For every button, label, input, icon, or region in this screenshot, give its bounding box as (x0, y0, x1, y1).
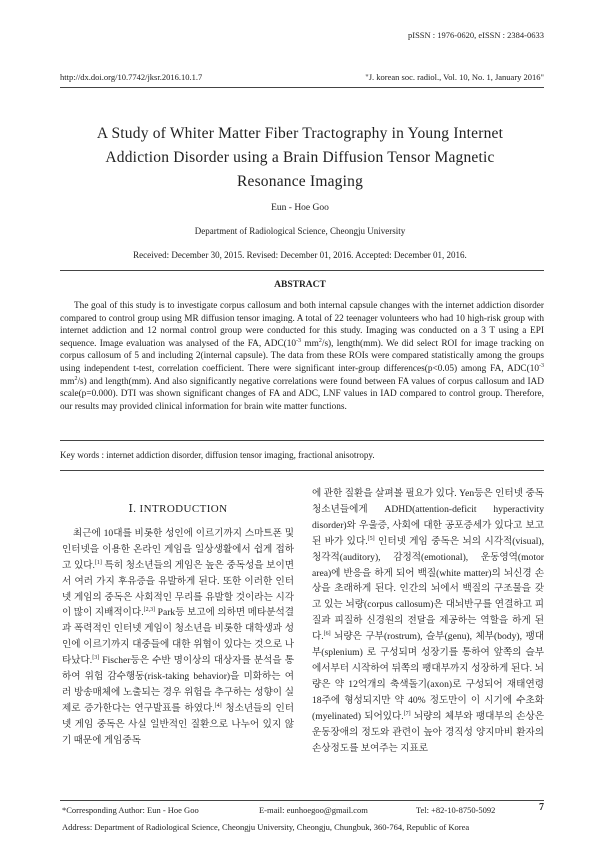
intro-heading: Ⅰ. INTRODUCTION (128, 503, 228, 515)
keywords: Key words : internet addiction disorder, diffusion tensor imaging, fractional anisotropy. (60, 450, 375, 460)
abstract-heading: ABSTRACT (274, 280, 326, 290)
doi-link[interactable]: http://dx.doi.org/10.7742/jksr.2016.10.1.7 (60, 72, 203, 82)
authors: Eun - Hoe Goo (271, 203, 329, 213)
received-dates: Received: December 30, 2015. Revised: December 01, 2016. Accepted: December 01, 2016. (133, 250, 467, 260)
author-tel: Tel: +82-10-8750-5092 (415, 805, 496, 815)
issn-line: pISSN : 1976-0620, eISSN : 2384-0633 (407, 30, 544, 40)
corresponding-name: *Corresponding Author: Eun - Hoe Goo (62, 805, 199, 815)
header-rule (60, 87, 544, 88)
corresponding-author (62, 805, 542, 815)
abstract-bottom-rule (60, 440, 544, 441)
author-email[interactable]: E-mail: eunhoegoo@gmail.com (258, 805, 368, 815)
footer-rule (60, 800, 544, 801)
abstract-body: The goal of this study is to investigate corpus callosum and both internal capsule changes with the internet addiction disorder compared to control group using MR diffusion tensor imaging. A total of 22 teenager volunteers who had 10 high-risk group with internet addiction and 12 normal control group were conducted for this study. Imaging was conducted on a 3 T using a EPI sequence. Image evaluation was analysed of the FA, $ADC(10^{-3}$ $mm^2/s$), length(mm). We did select ROI for image tracking on corpus callosum of 5 and including 2(internal capsule). The data from these ROIs were compared statistically among the groups using independent t-test, correlation coefficient. There were significant inter-group differences(p<0.05) among FA, $ADC(10^{-3}$ $mm^2/s$) and length(mm). And also significantly negative correlations were found between FA values of corpus callosum and IAD scale(p=0.000). DTI was shown significant changes of FA and ADC, LNF values in IAD compared to control group. Therefore, our results may provided clinical information for brain wite matter functions. (60, 301, 544, 412)
intro-paragraph-left: 최근에 10대를 비롯한 성인에 이르기까지 스마트폰 및 인터넷을 이용한 온라인 게임을 일상생활에서 쉽게 접하고 있다.[1] 특히 청소년들의 게임은 높은 중독성을 보이면서 여러 가지 후유증을 유발하게 된다. 또한 이러한 인터넷 게임의 중독은 사회적인 무리를 유발할 것이라는 시각이 많이 지배적이다.[2,3] Park등 보고에 의하면 메타분석결과 폭력적인 인터넷 게임이 청소년을 비롯한 대학생과 성인에 이르기까지 대중들에 대한 위협이 있다는 것으로 나타났다.[3] Fischer등은 수반 명이상의 대상자를 분석을 통하여 위험 감수행동(risk-taking behavior)을 미화하는 여러 방송매체에 노출되는 경우 위험을 추구하는 성향이 실제로 증가한다는 연구발표를 하였다.[4] 청소년들의 인터넷 게임 중독은 사실 일반적인 질환으로 나누어 있지 않기 때문에 게임중독 (62, 527, 294, 746)
abstract-top-rule (60, 270, 544, 271)
intro-right-column: 에 관한 질환을 살펴볼 필요가 있다. Yen등은 인터넷 중독 청소년들에게 ADHD(attention-deficit hyperactivity disorder)와 우울증, 사회에 대한 공포증세가 있다고 보고된 바가 있다.[5] 인터넷 게임 중독은 뇌의 시각적(visual), 청각적(auditory), 감정적(emotional), 운동영역(motor area)에 반응을 하게 되어 백질(white matter)의 뇌신경 손상을 초래하게 된다. 인간의 뇌에서 백질의 구조물을 갖고 있는 뇌량(corpus callosum)은 대뇌반구를 연결하고 피질과 피질하 신경원의 전달을 제공하는 역할을 하게 된다.[6] 뇌량은 구부(rostrum), 슬부(genu), 체부(body), 팽대부(splenium) 로 구성되며 성장기를 통하여 앞쪽의 슬부에서부터 시작하여 뒤쪽의 팽대부까지 성장하게 된다. 뇌량은 약 12억개의 축색돌기(axon)로 구성되어 재태연령 18주에 형성되지만 약 40% 정도만이 이 시기에 수초화(myelinated) 되어있다.[7] 뇌량의 체부와 팽대부의 손상은 운동장애의 정도와 관련이 높아 경직성 양지마비 환자의 손상정도를 보여주는 지표로 (312, 488, 544, 754)
intro-left-column (62, 486, 294, 749)
keywords-rule (60, 470, 544, 471)
paper-title: A Study of Whiter Matter Fiber Tractography in Young Internet Addiction Disorder using a Brain Diffusion Tensor Magnetic Resonance Imaging (96, 125, 504, 190)
page-number: 7 (539, 802, 544, 813)
journal-reference: "J. korean soc. radiol., Vol. 10, No. 1, January 2016" (365, 72, 544, 82)
author-address: Address: Department of Radiological Science, Cheongju University, Cheongju, Chungbuk, 360-764, Republic of Korea (62, 822, 470, 832)
affiliation: Department of Radiological Science, Cheongju University (194, 226, 406, 236)
